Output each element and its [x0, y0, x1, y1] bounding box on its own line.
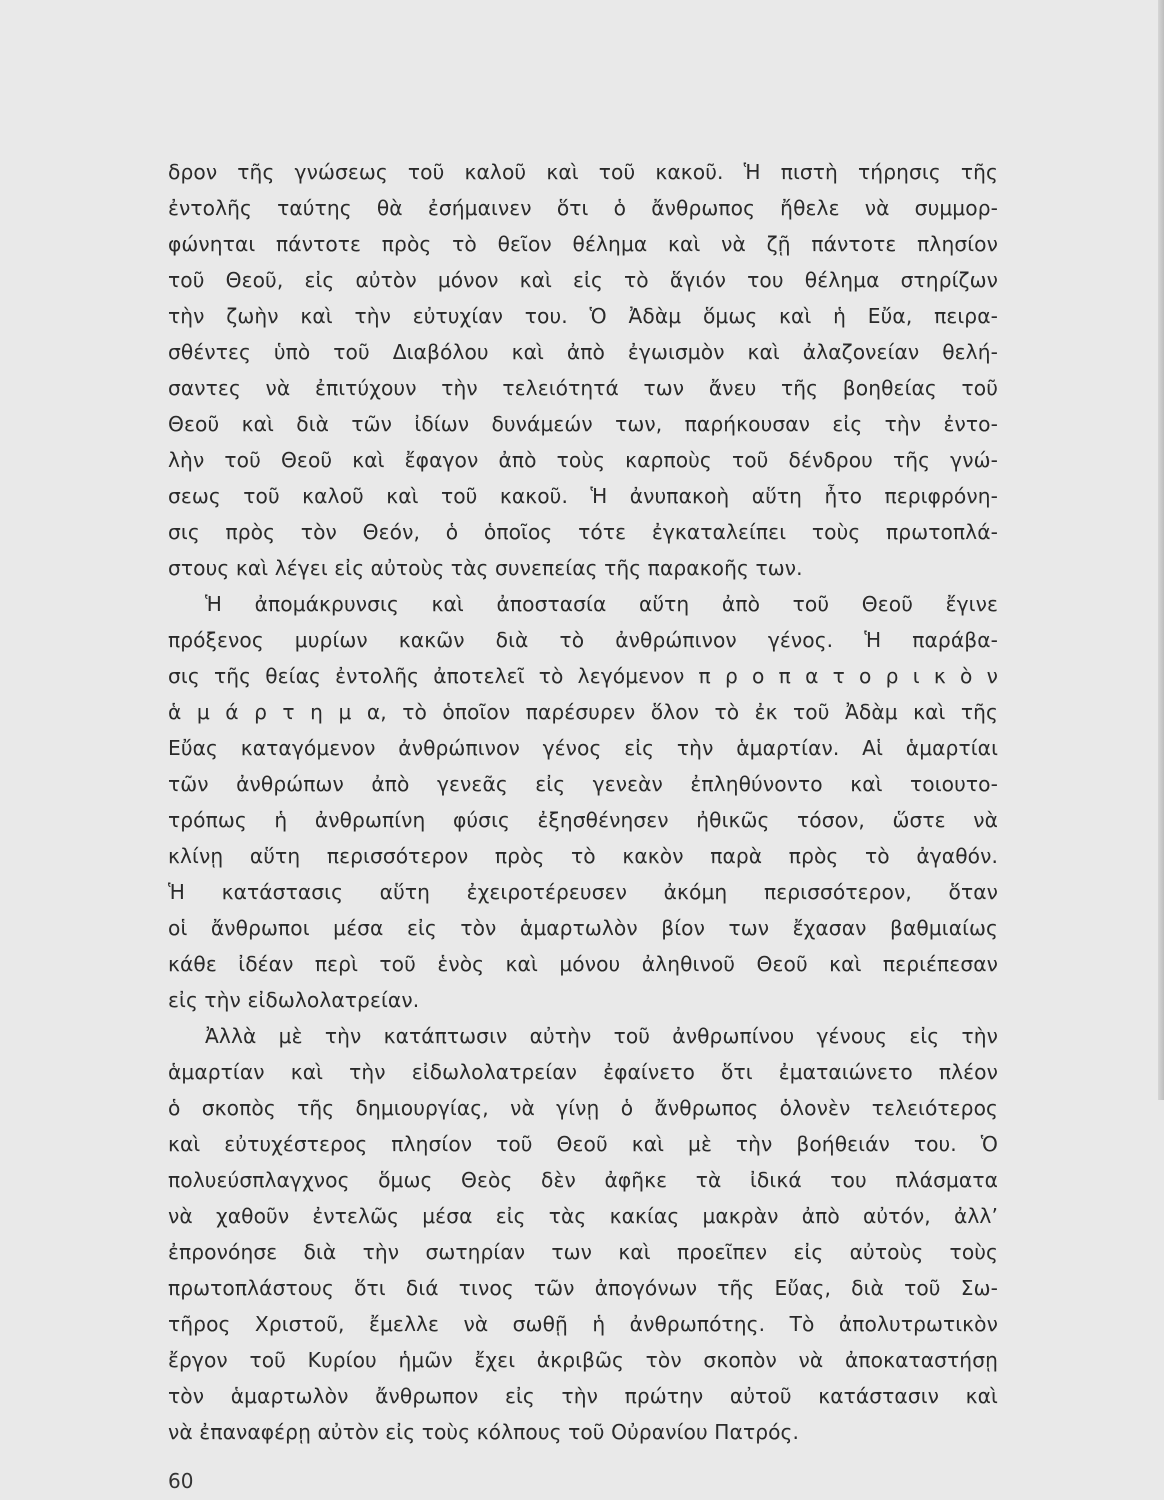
text-line: ἁμαρτίαν καὶ τὴν εἰδωλολατρείαν ἐφαίνετο ὅτι ἐματαιώνετο πλέον	[168, 1060, 998, 1084]
text-line: τὸν ἁμαρτωλὸν ἄνθρωπον εἰς τὴν πρώτην αὐτοῦ κατάστασιν καὶ	[168, 1384, 998, 1408]
text-line: σεως τοῦ καλοῦ καὶ τοῦ κακοῦ. Ἡ ἀνυπακοὴ αὕτη ἦτο περιφρόνη-	[168, 484, 998, 508]
paragraph-first-line: Ἡ ἀπομάκρυνσις καὶ ἀποστασία αὕτη ἀπὸ τοῦ Θεοῦ ἔγινε	[205, 592, 998, 616]
text-line: ἔργον τοῦ Κυρίου ἡμῶν ἔχει ἀκριβῶς τὸν σκοπὸν νὰ ἀποκαταστήσῃ	[168, 1348, 998, 1372]
text-line: σαντες νὰ ἐπιτύχουν τὴν τελειότητά των ἄνευ τῆς βοηθείας τοῦ	[168, 376, 998, 400]
text-line: τῆρος Χριστοῦ, ἔμελλε νὰ σωθῇ ἡ ἀνθρωπότης. Τὸ ἀπολυτρωτικὸν	[168, 1312, 998, 1336]
text-line: τρόπως ἡ ἀνθρωπίνη φύσις ἐξησθένησεν ἠθικῶς τόσον, ὥστε νὰ	[168, 808, 998, 832]
text-line: Ἡ κατάστασις αὕτη ἐχειροτέρευσεν ἀκόμη περισσότερον, ὅταν	[168, 880, 998, 904]
text-line: πολυεύσπλαγχνος ὅμως Θεὸς δὲν ἀφῆκε τὰ ἰδικά του πλάσματα	[168, 1168, 998, 1192]
text-line: πρόξενος μυρίων κακῶν διὰ τὸ ἀνθρώπινον γένος. Ἡ παράβα-	[168, 628, 998, 652]
text-line: τῶν ἀνθρώπων ἀπὸ γενεᾶς εἰς γενεὰν ἐπληθύνοντο καὶ τοιουτο-	[168, 772, 998, 796]
text-line: ἐντολῆς ταύτης θὰ ἐσήμαινεν ὅτι ὁ ἄνθρωπος ἤθελε νὰ συμμορ-	[168, 196, 998, 220]
paragraph-first-line: Ἀλλὰ μὲ τὴν κατάπτωσιν αὐτὴν τοῦ ἀνθρωπίνου γένους εἰς τὴν	[205, 1024, 998, 1048]
text-line: κλίνῃ αὕτη περισσότερον πρὸς τὸ κακὸν παρὰ πρὸς τὸ ἀγαθόν.	[168, 844, 998, 868]
text-line: σθέντες ὑπὸ τοῦ Διαβόλου καὶ ἀπὸ ἐγωισμὸν καὶ ἀλαζονείαν θελή-	[168, 340, 998, 364]
text-line: νὰ ἐπαναφέρῃ αὐτὸν εἰς τοὺς κόλπους τοῦ Οὐρανίου Πατρός.	[168, 1420, 800, 1444]
text-line: οἱ ἄνθρωποι μέσα εἰς τὸν ἁμαρτωλὸν βίον των ἔχασαν βαθμιαίως	[168, 916, 998, 940]
text-line: ἁ μ ά ρ τ η μ α, τὸ ὁποῖον παρέσυρεν ὅλον τὸ ἐκ τοῦ Ἀδὰμ καὶ τῆς	[168, 700, 998, 724]
text-line: σις πρὸς τὸν Θεόν, ὁ ὁποῖος τότε ἐγκαταλείπει τοὺς πρωτοπλά-	[168, 520, 998, 544]
text-line: πρωτοπλάστους ὅτι διά τινος τῶν ἀπογόνων τῆς Εὔας, διὰ τοῦ Σω-	[168, 1276, 998, 1300]
text-line: τὴν ζωὴν καὶ τὴν εὐτυχίαν του. Ὁ Ἀδὰμ ὅμως καὶ ἡ Εὔα, πειρα-	[168, 304, 998, 328]
text-line: δρον τῆς γνώσεως τοῦ καλοῦ καὶ τοῦ κακοῦ. Ἡ πιστὴ τήρησις τῆς	[168, 160, 998, 184]
text-line: φώνηται πάντοτε πρὸς τὸ θεῖον θέλημα καὶ νὰ ζῇ πάντοτε πλησίον	[168, 232, 998, 256]
text-line: λὴν τοῦ Θεοῦ καὶ ἔφαγον ἀπὸ τοὺς καρποὺς τοῦ δένδρου τῆς γνώ-	[168, 448, 998, 472]
text-line: ἐπρονόησε διὰ τὴν σωτηρίαν των καὶ προεῖπεν εἰς αὐτοὺς τοὺς	[168, 1240, 998, 1264]
text-line: Θεοῦ καὶ διὰ τῶν ἰδίων δυνάμεών των, παρήκουσαν εἰς τὴν ἐντο-	[168, 412, 998, 436]
text-line: τοῦ Θεοῦ, εἰς αὐτὸν μόνον καὶ εἰς τὸ ἅγιόν του θέλημα στηρίζων	[168, 268, 998, 292]
text-line: κάθε ἰδέαν περὶ τοῦ ἑνὸς καὶ μόνου ἀληθινοῦ Θεοῦ καὶ περιέπεσαν	[168, 952, 998, 976]
page-number: 60	[168, 1469, 194, 1493]
page-edge-shadow	[1158, 0, 1164, 1100]
text-line: εἰς τὴν εἰδωλολατρείαν.	[168, 988, 420, 1012]
text-line: καὶ εὐτυχέστερος πλησίον τοῦ Θεοῦ καὶ μὲ τὴν βοήθειάν του. Ὁ	[168, 1132, 998, 1156]
text-line: ὁ σκοπὸς τῆς δημιουργίας, νὰ γίνῃ ὁ ἄνθρωπος ὁλονὲν τελειότερος	[168, 1096, 998, 1120]
text-line: νὰ χαθοῦν ἐντελῶς μέσα εἰς τὰς κακίας μακρὰν ἀπὸ αὐτόν, ἀλλ’	[168, 1204, 998, 1228]
text-line: στους καὶ λέγει εἰς αὐτοὺς τὰς συνεπείας τῆς παρακοῆς των.	[168, 556, 803, 580]
text-line: Εὔας καταγόμενον ἀνθρώπινον γένος εἰς τὴν ἁμαρτίαν. Αἱ ἁμαρτίαι	[168, 736, 998, 760]
text-line: σις τῆς θείας ἐντολῆς ἀποτελεῖ τὸ λεγόμενον π ρ ο π α τ ο ρ ι κ ὸ ν	[168, 664, 998, 688]
